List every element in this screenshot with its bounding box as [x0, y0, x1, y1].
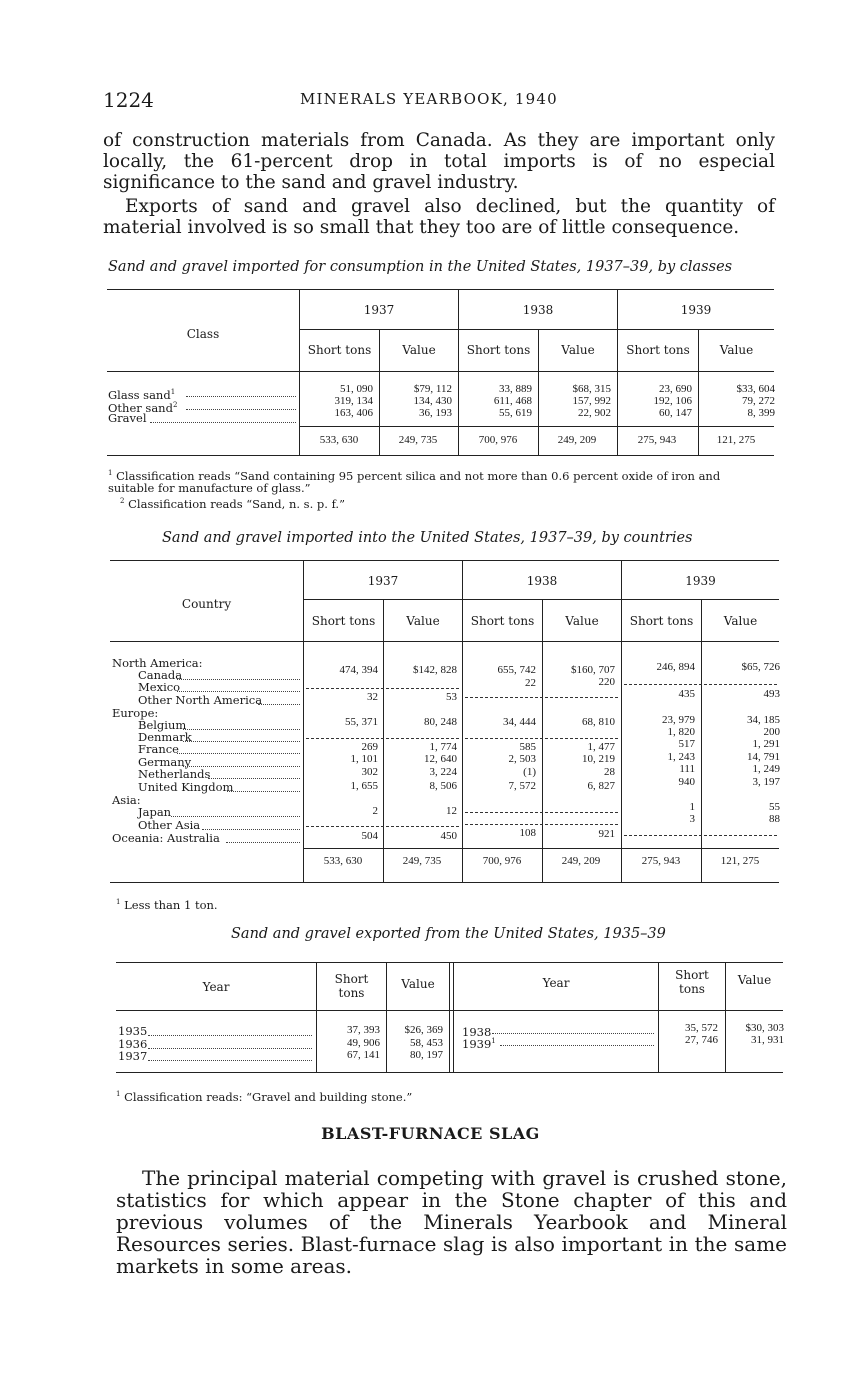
table3-year: 1937	[118, 1049, 148, 1063]
table2-row-label: Canada	[138, 668, 183, 682]
table3-year: 1938	[462, 1024, 492, 1039]
table2-cell: 28	[604, 766, 615, 778]
table2-cell: 68, 810	[582, 716, 615, 728]
table2-subheader: Value	[723, 614, 758, 628]
table2-row-label: Netherlands	[138, 767, 211, 781]
table2-cell: (1)	[523, 766, 536, 778]
table2-subheader: Short tons	[629, 614, 694, 628]
table1-subheader: Value	[719, 343, 754, 357]
footnote: $^2$ Classification reads “Sand, n. s. p. f.”	[120, 496, 345, 511]
table3-short-tons-header: Short tons	[675, 968, 709, 996]
table2-country-header: Country	[181, 597, 232, 611]
table1-cell: 22, 902	[578, 407, 611, 419]
table2-cell: 34, 185	[747, 714, 780, 726]
table3-year-header: Year	[202, 980, 230, 994]
table2-row-label: Other Asia	[138, 818, 201, 832]
table3-year: 1935	[118, 1024, 148, 1038]
table2-cell: 1, 820	[667, 726, 695, 738]
table1-subheader: Value	[561, 343, 595, 357]
table2-cell: 10, 219	[582, 753, 615, 765]
table3-value: 31, 931	[751, 1034, 784, 1046]
table1-subheader: Value	[402, 343, 436, 357]
table2-row-label: Europe:	[112, 706, 159, 720]
table2-cell: 53	[446, 691, 457, 703]
table2-cell: 655, 742	[497, 664, 536, 676]
table3-value-header: Value	[401, 977, 435, 991]
table1-row-label: Glass sand$^1$	[108, 387, 176, 402]
table1-cell: 163, 406	[334, 407, 373, 419]
table1-cell: 192, 106	[653, 395, 692, 407]
table1-row-label: Gravel	[108, 411, 147, 425]
table2-cell: 1, 243	[667, 751, 695, 763]
table2-row-label: Mexico	[138, 680, 181, 694]
table1-total: 121, 275	[716, 434, 756, 446]
table2-cell: 474, 394	[339, 664, 378, 676]
table2-cell: 34, 444	[503, 716, 536, 728]
table2-row-label: Oceania: Australia	[112, 831, 220, 845]
table3-value: $26, 369	[404, 1024, 443, 1036]
table1-total: 249, 735	[398, 434, 438, 446]
running-title: MINERALS YEARBOOK, 1940	[300, 90, 558, 108]
table1-subheader: Short tons	[307, 343, 372, 357]
table2-cell: 55	[769, 801, 780, 813]
table2-cell: 7, 572	[508, 780, 536, 792]
table2-row-label: North America:	[112, 656, 203, 670]
table2-cell: 80, 248	[424, 716, 457, 728]
table1-total: 249, 209	[557, 434, 597, 446]
table1-year-1937: 1937	[363, 303, 395, 317]
table2-row-label: Other North America	[138, 693, 263, 707]
table3-year-header: Year	[542, 976, 570, 990]
table2-row-label: United Kingdom	[138, 780, 234, 794]
table1-cell: 79, 272	[742, 395, 775, 407]
table1-cell: $68, 315	[572, 383, 611, 395]
table1-cell: 23, 690	[659, 383, 692, 395]
table2-cell: 14, 791	[747, 751, 780, 763]
table2-cell: 1, 477	[587, 741, 615, 753]
intro-paragraph-1: of construction materials from Canada. As they are important only locally, the 61-percent drop in total imports is of no especial significance to the sand and gravel industry.	[103, 130, 775, 193]
table3-short-tons-header: Short tons	[334, 972, 369, 1000]
table1-cell: 157, 992	[572, 395, 611, 407]
table2-row-label: France	[138, 742, 179, 756]
table2-row-label: Belgium	[138, 718, 187, 732]
table2-cell: 940	[678, 776, 695, 788]
table1-total: 275, 943	[637, 434, 677, 446]
table1-cell: 51, 090	[340, 383, 373, 395]
table1-total: 700, 976	[478, 434, 518, 446]
table2-row-label: Germany	[138, 755, 192, 769]
table2-cell: 6, 827	[587, 780, 615, 792]
table2-total: 249, 735	[402, 855, 442, 867]
table2-cell: 220	[598, 676, 615, 688]
table2-cell: 504	[361, 830, 378, 842]
table1-year-1939: 1939	[680, 303, 712, 317]
table2-cell: 22	[525, 677, 536, 689]
table1-row-label: Other sand$^2$	[108, 400, 178, 415]
page-number: 1224	[103, 88, 154, 112]
table2-total: 249, 209	[561, 855, 601, 867]
table2-cell: 8, 506	[429, 780, 457, 792]
table1-cell: 134, 430	[413, 395, 452, 407]
table2-cell: 200	[763, 726, 780, 738]
table2-subheader: Value	[406, 614, 440, 628]
table2-cell: 450	[440, 830, 457, 842]
table2-cell: 23, 979	[662, 714, 695, 726]
table2-cell: 2, 503	[508, 753, 536, 765]
table1-cell: $33, 604	[736, 383, 775, 395]
table3-tons: 67, 141	[347, 1049, 380, 1061]
table3-tons: 49, 906	[347, 1037, 380, 1049]
table2-cell: 3, 197	[752, 776, 780, 788]
table1-cell: $79, 112	[413, 383, 452, 395]
table1-cell: 55, 619	[499, 407, 532, 419]
table1-total: 533, 630	[319, 434, 359, 446]
table2-cell: 435	[678, 688, 695, 700]
table2-subheader: Value	[565, 614, 599, 628]
table3-value: 58, 453	[410, 1037, 443, 1049]
footnote: suitable for manufacture of glass.”	[108, 481, 311, 496]
table2-cell: 1, 101	[350, 753, 378, 765]
table2-subheader: Short tons	[311, 614, 376, 628]
table2-subheader: Short tons	[470, 614, 535, 628]
table1-cell: 611, 468	[493, 395, 532, 407]
table1-cell: 33, 889	[499, 383, 532, 395]
table3-footnote: $^1$ Classification reads: “Gravel and building stone.”	[116, 1089, 413, 1104]
table2-cell: 12	[446, 805, 457, 817]
table2-cell: 2	[372, 805, 378, 817]
table2-year-1937: 1937	[367, 574, 399, 588]
table1-cell: 8, 399	[747, 407, 775, 419]
table2-row-label: Denmark	[138, 730, 192, 744]
table2-cell: 12, 640	[424, 753, 457, 765]
footnote: $^1$ Classification reads “Sand containing 95 percent silica and not more than 0.6 percent oxide of iron and	[108, 468, 721, 483]
table2-footnote: $^1$ Less than 1 ton.	[116, 897, 218, 912]
table2-year-1938: 1938	[526, 574, 558, 588]
table3-value: $30, 303	[745, 1022, 784, 1034]
table2-cell: 108	[519, 827, 536, 839]
table2-cell: 1, 291	[752, 738, 780, 750]
table3-year: 1936	[118, 1037, 148, 1051]
section-paragraph: The principal material competing with gravel is crushed stone, statistics for which appear in the Stone chapter of this and previous volumes of the Minerals Yearbook and Mineral Resources series. Blast-furnace slag is also important in the same markets in some areas.	[116, 1166, 787, 1278]
table2-cell: 302	[361, 766, 378, 778]
table2-cell: 1	[689, 801, 695, 813]
table2-cell: 88	[769, 813, 780, 825]
table2-total: 121, 275	[720, 855, 760, 867]
table1-cell: 36, 193	[419, 407, 452, 419]
table1-footnotes	[108, 467, 788, 510]
table2-cell: 517	[678, 738, 695, 750]
table2-cell: 269	[361, 741, 378, 753]
table2-cell: $160, 707	[571, 664, 615, 676]
table3-value-header: Value	[737, 973, 772, 987]
table2-row-label: Japan	[138, 805, 172, 819]
table3-year: 1939$^1$	[462, 1036, 496, 1051]
table2-row-label: Asia:	[112, 793, 141, 807]
table2-cell: 3, 224	[429, 766, 457, 778]
table3-tons: 27, 746	[685, 1034, 718, 1046]
table2-cell: 1, 249	[752, 763, 780, 775]
table2-cell: 1, 655	[350, 780, 378, 792]
table2-cell: 55, 371	[345, 716, 378, 728]
table1-year-1938: 1938	[522, 303, 554, 317]
table2-cell: 3	[689, 813, 695, 825]
table2-total: 275, 943	[641, 855, 681, 867]
table1-subheader: Short tons	[466, 343, 531, 357]
table1-caption: Sand and gravel imported for consumption in the United States, 1937–39, by classes	[108, 259, 733, 275]
table1-cell: 60, 147	[659, 407, 692, 419]
table2-cell: 585	[519, 741, 536, 753]
table2-total: 533, 630	[323, 855, 363, 867]
table2-cell: 921	[598, 828, 615, 840]
table3-value: 80, 197	[410, 1049, 443, 1061]
table2-cell: 1, 774	[429, 741, 457, 753]
table3-tons: 35, 572	[685, 1022, 718, 1034]
table1-subheader: Short tons	[626, 343, 690, 357]
table2-cell: $142, 828	[413, 664, 457, 676]
table2-cell: 246, 894	[656, 661, 695, 673]
table3-tons: 37, 393	[347, 1024, 380, 1036]
table3-caption: Sand and gravel exported from the United States, 1935–39	[231, 926, 666, 942]
section-heading: BLAST-FURNACE SLAG	[321, 1124, 540, 1143]
table2-cell: 111	[679, 763, 695, 775]
table2-cell: $65, 726	[741, 661, 780, 673]
table1-class-header: Class	[186, 327, 220, 341]
table2-cell: 32	[367, 691, 378, 703]
table2-year-1939: 1939	[685, 574, 716, 588]
table2-total: 700, 976	[482, 855, 522, 867]
table2-cell: 493	[763, 688, 780, 700]
table1-cell: 319, 134	[334, 395, 373, 407]
intro-paragraph-2: Exports of sand and gravel also declined, but the quantity of material involved is so small that they too are of little consequence.	[103, 196, 775, 238]
table2-caption: Sand and gravel imported into the United States, 1937–39, by countries	[162, 530, 693, 546]
